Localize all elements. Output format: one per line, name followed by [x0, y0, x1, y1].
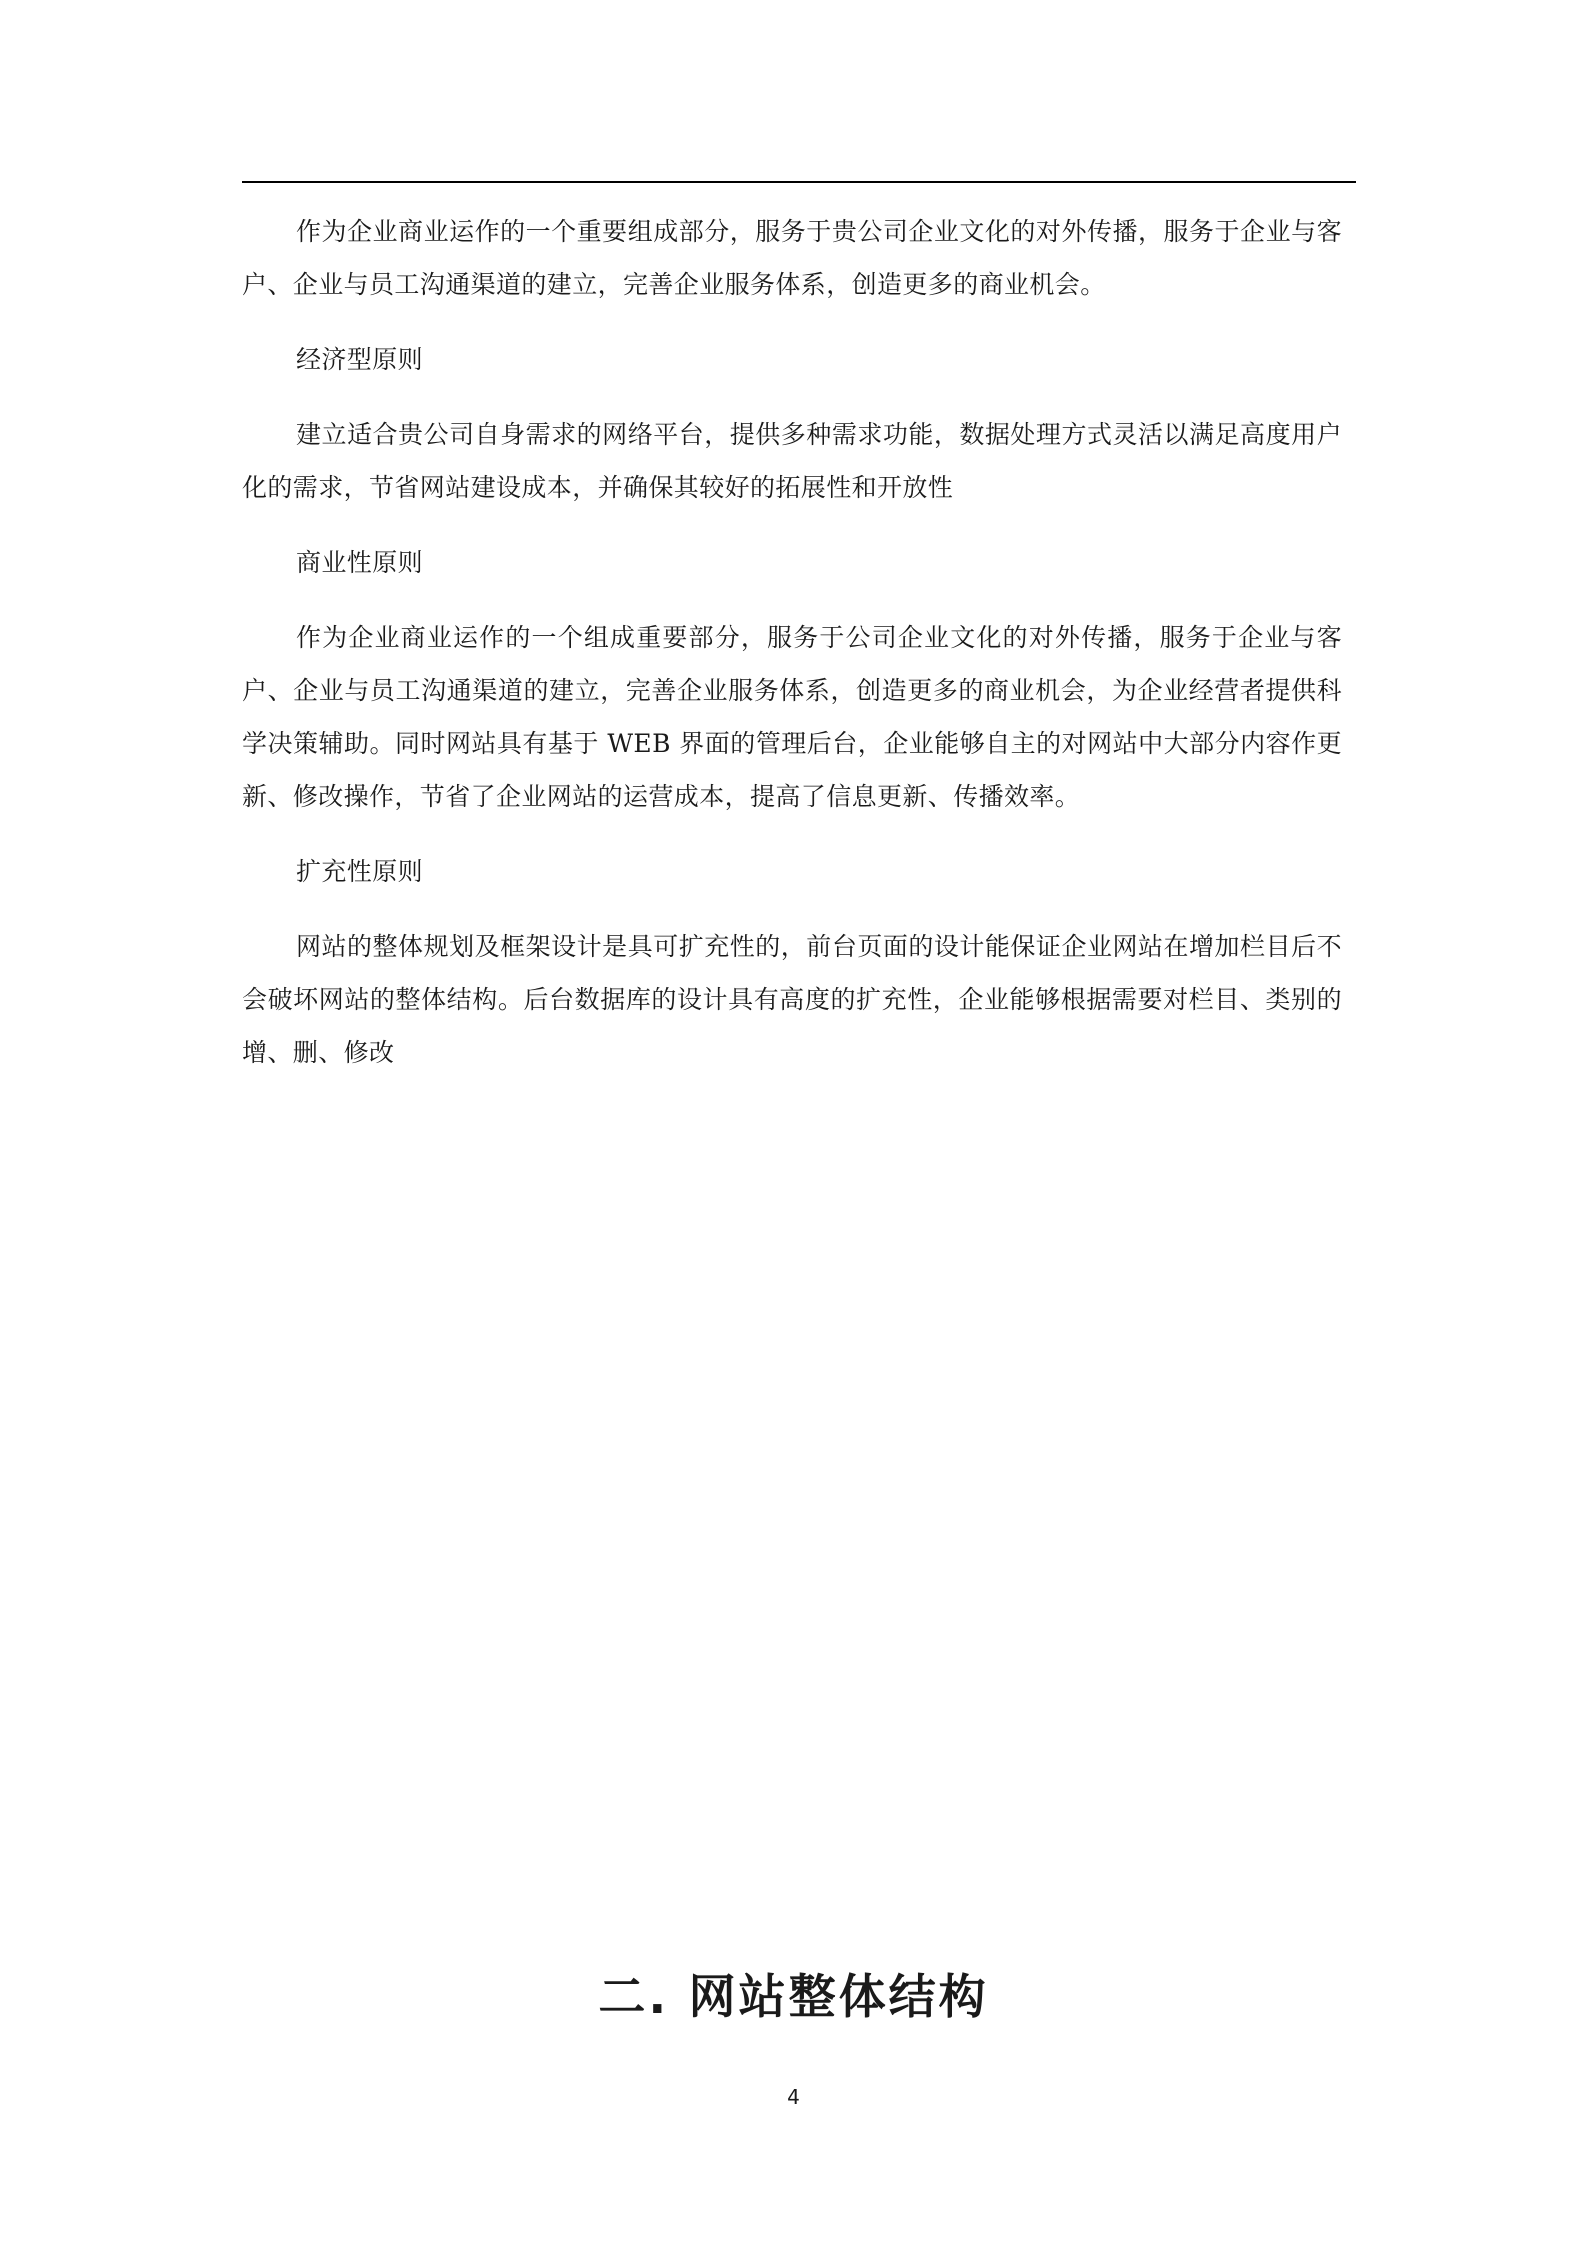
document-body: [242, 205, 1342, 1101]
section-heading: 二. 网站整体结构: [598, 1970, 989, 2025]
subheading-commerce-principle: 商业性原则: [296, 548, 424, 577]
page-number: 4: [787, 2085, 800, 2109]
header-rule: [242, 181, 1356, 183]
paragraph-commerce: 作为企业商业运作的一个组成重要部分，服务于公司企业文化的对外传播，服务于企业与客户、企业与员工沟通渠道的建立，完善企业服务体系，创造更多的商业机会，为企业经营者提供科学决策辅助。同时网站具有基于 WEB 界面的管理后台，企业能够自主的对网站中大部分内容作更新、修改操作，节省了企业网站的运营成本，提高了信息更新、传播效率。: [242, 623, 1342, 811]
paragraph-purpose: 作为企业商业运作的一个重要组成部分，服务于贵公司企业文化的对外传播，服务于企业与客户、企业与员工沟通渠道的建立，完善企业服务体系，创造更多的商业机会。: [242, 217, 1342, 299]
paragraph-expandability: 网站的整体规划及框架设计是具可扩充性的，前台页面的设计能保证企业网站在增加栏目后不会破坏网站的整体结构。后台数据库的设计具有高度的扩充性，企业能够根据需要对栏目、类别的增、删、修改: [242, 932, 1342, 1067]
subheading-expandability-principle: 扩充性原则: [296, 857, 424, 886]
paragraph-economy: 建立适合贵公司自身需求的网络平台，提供多种需求功能，数据处理方式灵活以满足高度用户化的需求，节省网站建设成本，并确保其较好的拓展性和开放性: [242, 420, 1342, 502]
subheading-economy-principle: 经济型原则: [296, 345, 424, 374]
